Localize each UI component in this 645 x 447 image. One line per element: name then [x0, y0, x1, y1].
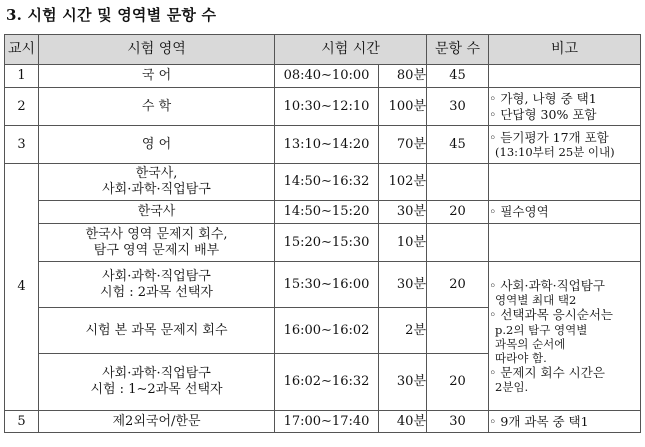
area-cell: 한국사	[39, 201, 275, 224]
time-cell: 17:00∼17:40	[275, 411, 379, 433]
time-cell: 15:20∼15:30	[275, 224, 379, 262]
note-line: ◦ 듣기평가 17개 포함	[489, 129, 609, 145]
area-cell	[39, 164, 275, 201]
note-line: 2분임.	[495, 379, 529, 394]
table-row	[5, 224, 641, 262]
duration-cell: 100분	[379, 88, 427, 126]
duration-cell: 30분	[379, 354, 427, 411]
area-cell	[39, 224, 275, 262]
items-cell: 20	[427, 262, 489, 308]
items-cell	[427, 308, 489, 354]
header-area: 시험 영역	[39, 35, 275, 65]
time-cell: 15:30∼16:00	[275, 262, 379, 308]
area-line: 사회·과학·직업탐구	[102, 182, 211, 197]
duration-cell: 102분	[379, 164, 427, 201]
area-cell: 시험 본 과목 문제지 회수	[39, 308, 275, 354]
items-cell: 30	[427, 88, 489, 126]
note-cell	[489, 201, 641, 224]
table-row	[5, 201, 641, 224]
items-cell: 45	[427, 126, 489, 164]
note-cell	[489, 65, 641, 88]
area-line: 시험 : 2과목 선택자	[100, 284, 213, 300]
duration-cell: 30분	[379, 262, 427, 308]
exam-schedule-table	[4, 34, 641, 433]
items-cell: 20	[427, 354, 489, 411]
time-cell: 16:00∼16:02	[275, 308, 379, 354]
items-cell: 20	[427, 201, 489, 224]
area-cell	[39, 354, 275, 411]
duration-cell: 30분	[379, 201, 427, 224]
note-cell	[489, 126, 641, 164]
area-line: 시험 : 1∼2과목 선택자	[90, 382, 223, 397]
table-row	[5, 126, 641, 164]
header-items: 문항 수	[427, 35, 489, 65]
area-cell: 제2외국어/한문	[39, 411, 275, 433]
duration-cell: 2분	[379, 308, 427, 354]
merged-note-cell	[489, 262, 641, 411]
area-cell: 수 학	[39, 88, 275, 126]
items-cell	[427, 164, 489, 201]
note-line: p.2의 탐구 영역별	[495, 322, 588, 337]
note-line: 따라야 함.	[495, 350, 547, 365]
note-line: 과목의 순서에	[495, 336, 566, 351]
items-cell	[427, 224, 489, 262]
note-line: ◦ 가형, 나형 중 택1	[489, 91, 597, 107]
area-line: 한국사 영역 문제지 회수,	[85, 226, 228, 242]
note-line: ◦ 사회·과학·직업탐구	[489, 278, 605, 294]
note-line: (13:10부터 25분 이내)	[495, 145, 615, 160]
period-cell: 5	[5, 411, 39, 433]
note-cell	[489, 88, 641, 126]
table-row	[5, 88, 641, 126]
duration-cell: 70분	[379, 126, 427, 164]
note-line: ◦ 필수영역	[489, 204, 549, 220]
table-row	[5, 262, 641, 308]
note-line: ◦ 단답형 30% 포함	[489, 106, 597, 122]
period-cell: 3	[5, 126, 39, 164]
note-cell	[489, 164, 641, 201]
header-period: 교시	[5, 35, 39, 65]
note-line: ◦ 문제지 회수 시간은	[489, 364, 605, 380]
items-cell: 45	[427, 65, 489, 88]
table-row	[5, 411, 641, 433]
area-line: 사회·과학·직업탐구	[102, 268, 211, 284]
area-cell	[39, 262, 275, 308]
time-cell: 13:10∼14:20	[275, 126, 379, 164]
items-cell: 30	[427, 411, 489, 433]
area-line: 한국사,	[135, 166, 178, 182]
note-cell	[489, 411, 641, 433]
table-header-row	[5, 35, 641, 65]
time-cell: 08:40∼10:00	[275, 65, 379, 88]
time-cell: 14:50∼16:32	[275, 164, 379, 201]
time-cell: 16:02∼16:32	[275, 354, 379, 411]
note-line: ◦ 선택과목 응시순서는	[489, 307, 614, 323]
table-row	[5, 164, 641, 201]
area-cell: 국 어	[39, 65, 275, 88]
header-note: 비고	[489, 35, 641, 65]
period-cell: 2	[5, 88, 39, 126]
area-line: 탐구 영역 문제지 배부	[93, 242, 220, 258]
duration-cell: 80분	[379, 65, 427, 88]
duration-cell: 40분	[379, 411, 427, 433]
note-cell	[489, 224, 641, 262]
note-line: ◦ 9개 과목 중 택1	[489, 413, 589, 429]
period-cell: 1	[5, 65, 39, 88]
header-time: 시험 시간	[275, 35, 427, 65]
area-line: 사회·과학·직업탐구	[102, 366, 211, 382]
period-cell: 4	[5, 164, 39, 411]
time-cell: 14:50∼15:20	[275, 201, 379, 224]
section-title: 3. 시험 시간 및 영역별 문항 수	[6, 6, 217, 24]
duration-cell: 10분	[379, 224, 427, 262]
note-line: 영역별 최대 택2	[495, 293, 577, 308]
table-row	[5, 65, 641, 88]
area-cell: 영 어	[39, 126, 275, 164]
time-cell: 10:30∼12:10	[275, 88, 379, 126]
